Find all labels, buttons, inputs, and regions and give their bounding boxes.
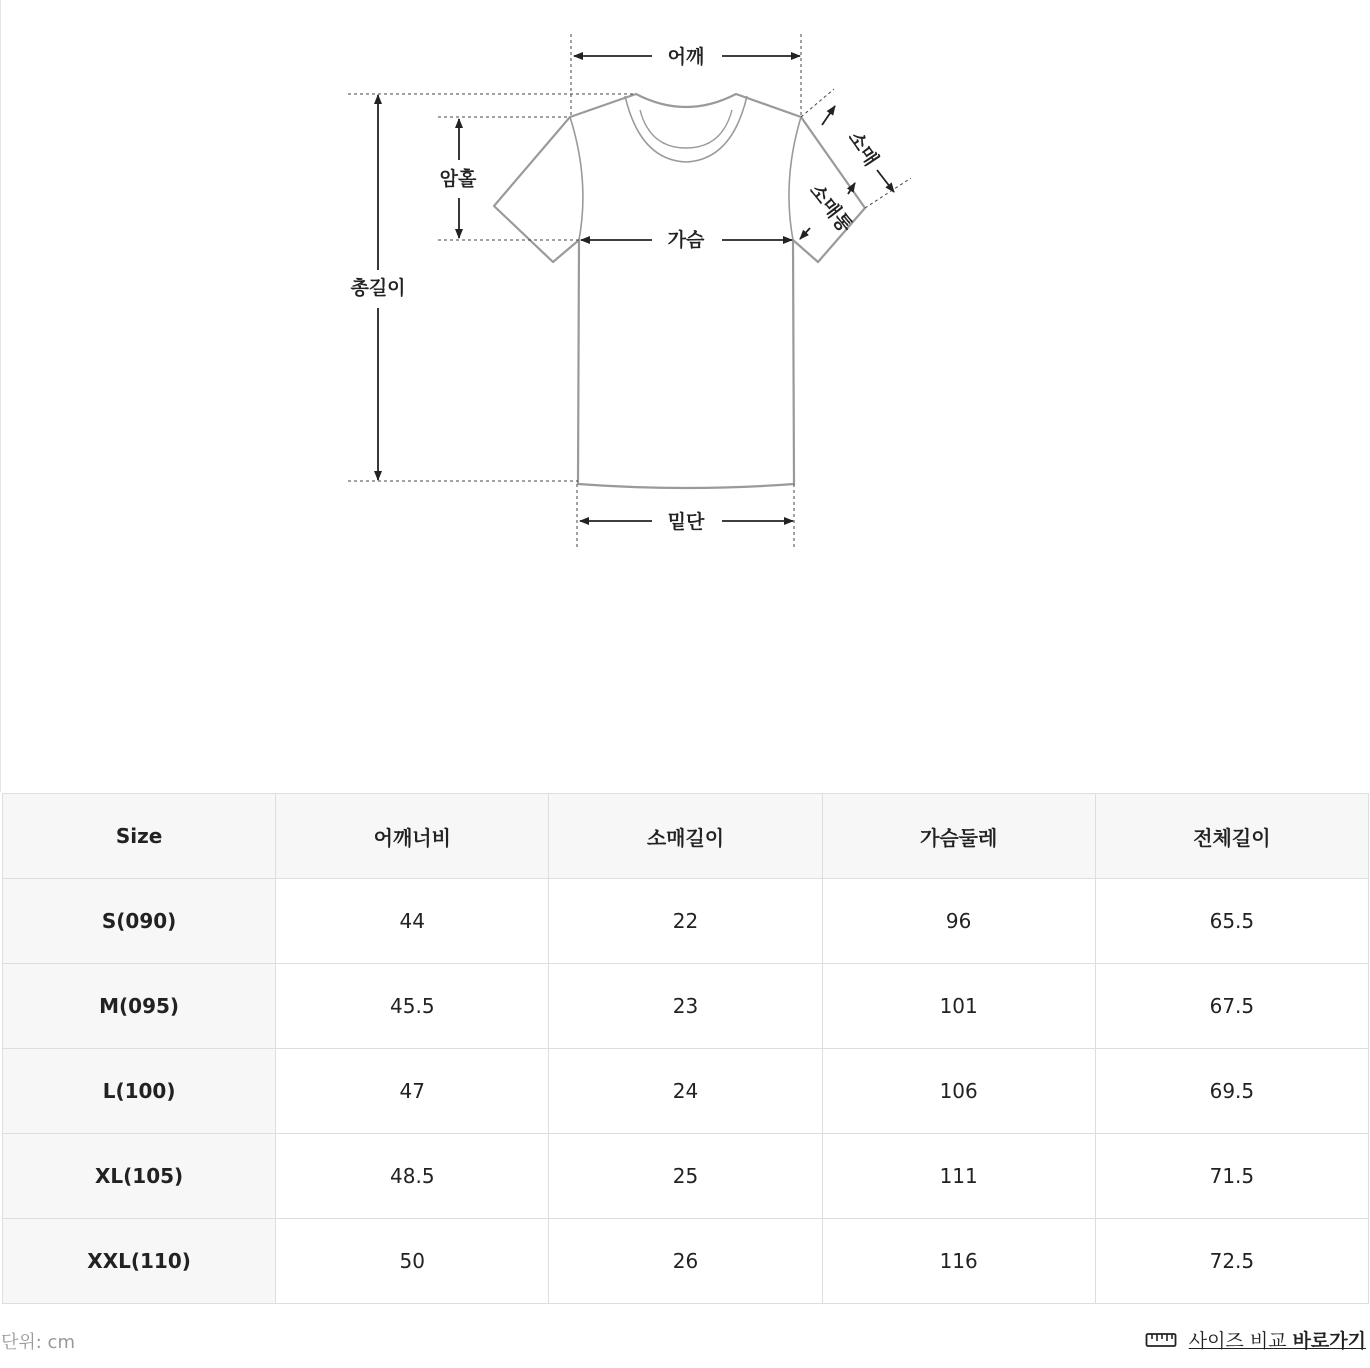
- cell-value: 48.5: [276, 1134, 549, 1219]
- header-sleeve-length: 소매길이: [549, 794, 822, 879]
- table-row: [3, 879, 1369, 964]
- label-chest: 가슴: [667, 229, 705, 251]
- label-hem: 밑단: [667, 511, 705, 533]
- cell-value: 25: [549, 1134, 822, 1219]
- label-sleeve: 소매: [843, 127, 883, 171]
- cell-value: 45.5: [276, 964, 549, 1049]
- cell-value: 69.5: [1095, 1049, 1368, 1134]
- size-compare-text: [1189, 1326, 1366, 1353]
- cell-value: 96: [822, 879, 1095, 964]
- header-size: Size: [3, 794, 276, 879]
- label-total-length: 총길이: [350, 277, 406, 299]
- size-table: [2, 793, 1369, 1304]
- table-row: [3, 1219, 1369, 1304]
- cell-value: 116: [822, 1219, 1095, 1304]
- row-size-label: XL(105): [3, 1134, 276, 1219]
- tshirt-measurement-diagram: [0, 0, 1370, 600]
- header-chest: 가슴둘레: [822, 794, 1095, 879]
- cell-value: 47: [276, 1049, 549, 1134]
- row-size-label: M(095): [3, 964, 276, 1049]
- row-size-label: S(090): [3, 879, 276, 964]
- table-row: [3, 964, 1369, 1049]
- row-size-label: XXL(110): [3, 1219, 276, 1304]
- label-armhole: 암홀: [439, 168, 477, 190]
- cell-value: 101: [822, 964, 1095, 1049]
- table-row: [3, 1134, 1369, 1219]
- ruler-icon: [1145, 1331, 1177, 1349]
- table-header-row: [3, 794, 1369, 879]
- cell-value: 26: [549, 1219, 822, 1304]
- size-compare-link[interactable]: [1145, 1326, 1366, 1353]
- cell-value: 71.5: [1095, 1134, 1368, 1219]
- cell-value: 106: [822, 1049, 1095, 1134]
- cell-value: 50: [276, 1219, 549, 1304]
- compare-prefix: 사이즈 비교: [1188, 1330, 1287, 1352]
- cell-value: 67.5: [1095, 964, 1368, 1049]
- compare-strong: 바로가기: [1292, 1330, 1366, 1352]
- cell-value: 23: [549, 964, 822, 1049]
- tshirt-outline: [494, 94, 865, 488]
- label-sleeve-width: 소매통: [805, 179, 857, 237]
- header-total-length: 전체길이: [1095, 794, 1368, 879]
- row-size-label: L(100): [3, 1049, 276, 1134]
- table-row: [3, 1049, 1369, 1134]
- cell-value: 24: [549, 1049, 822, 1134]
- cell-value: 44: [276, 879, 549, 964]
- cell-value: 111: [822, 1134, 1095, 1219]
- unit-note: 단위: cm: [1, 1332, 75, 1353]
- cell-value: 22: [549, 879, 822, 964]
- cell-value: 72.5: [1095, 1219, 1368, 1304]
- cell-value: 65.5: [1095, 879, 1368, 964]
- label-shoulder: 어깨: [667, 46, 705, 68]
- header-shoulder-width: 어깨너비: [276, 794, 549, 879]
